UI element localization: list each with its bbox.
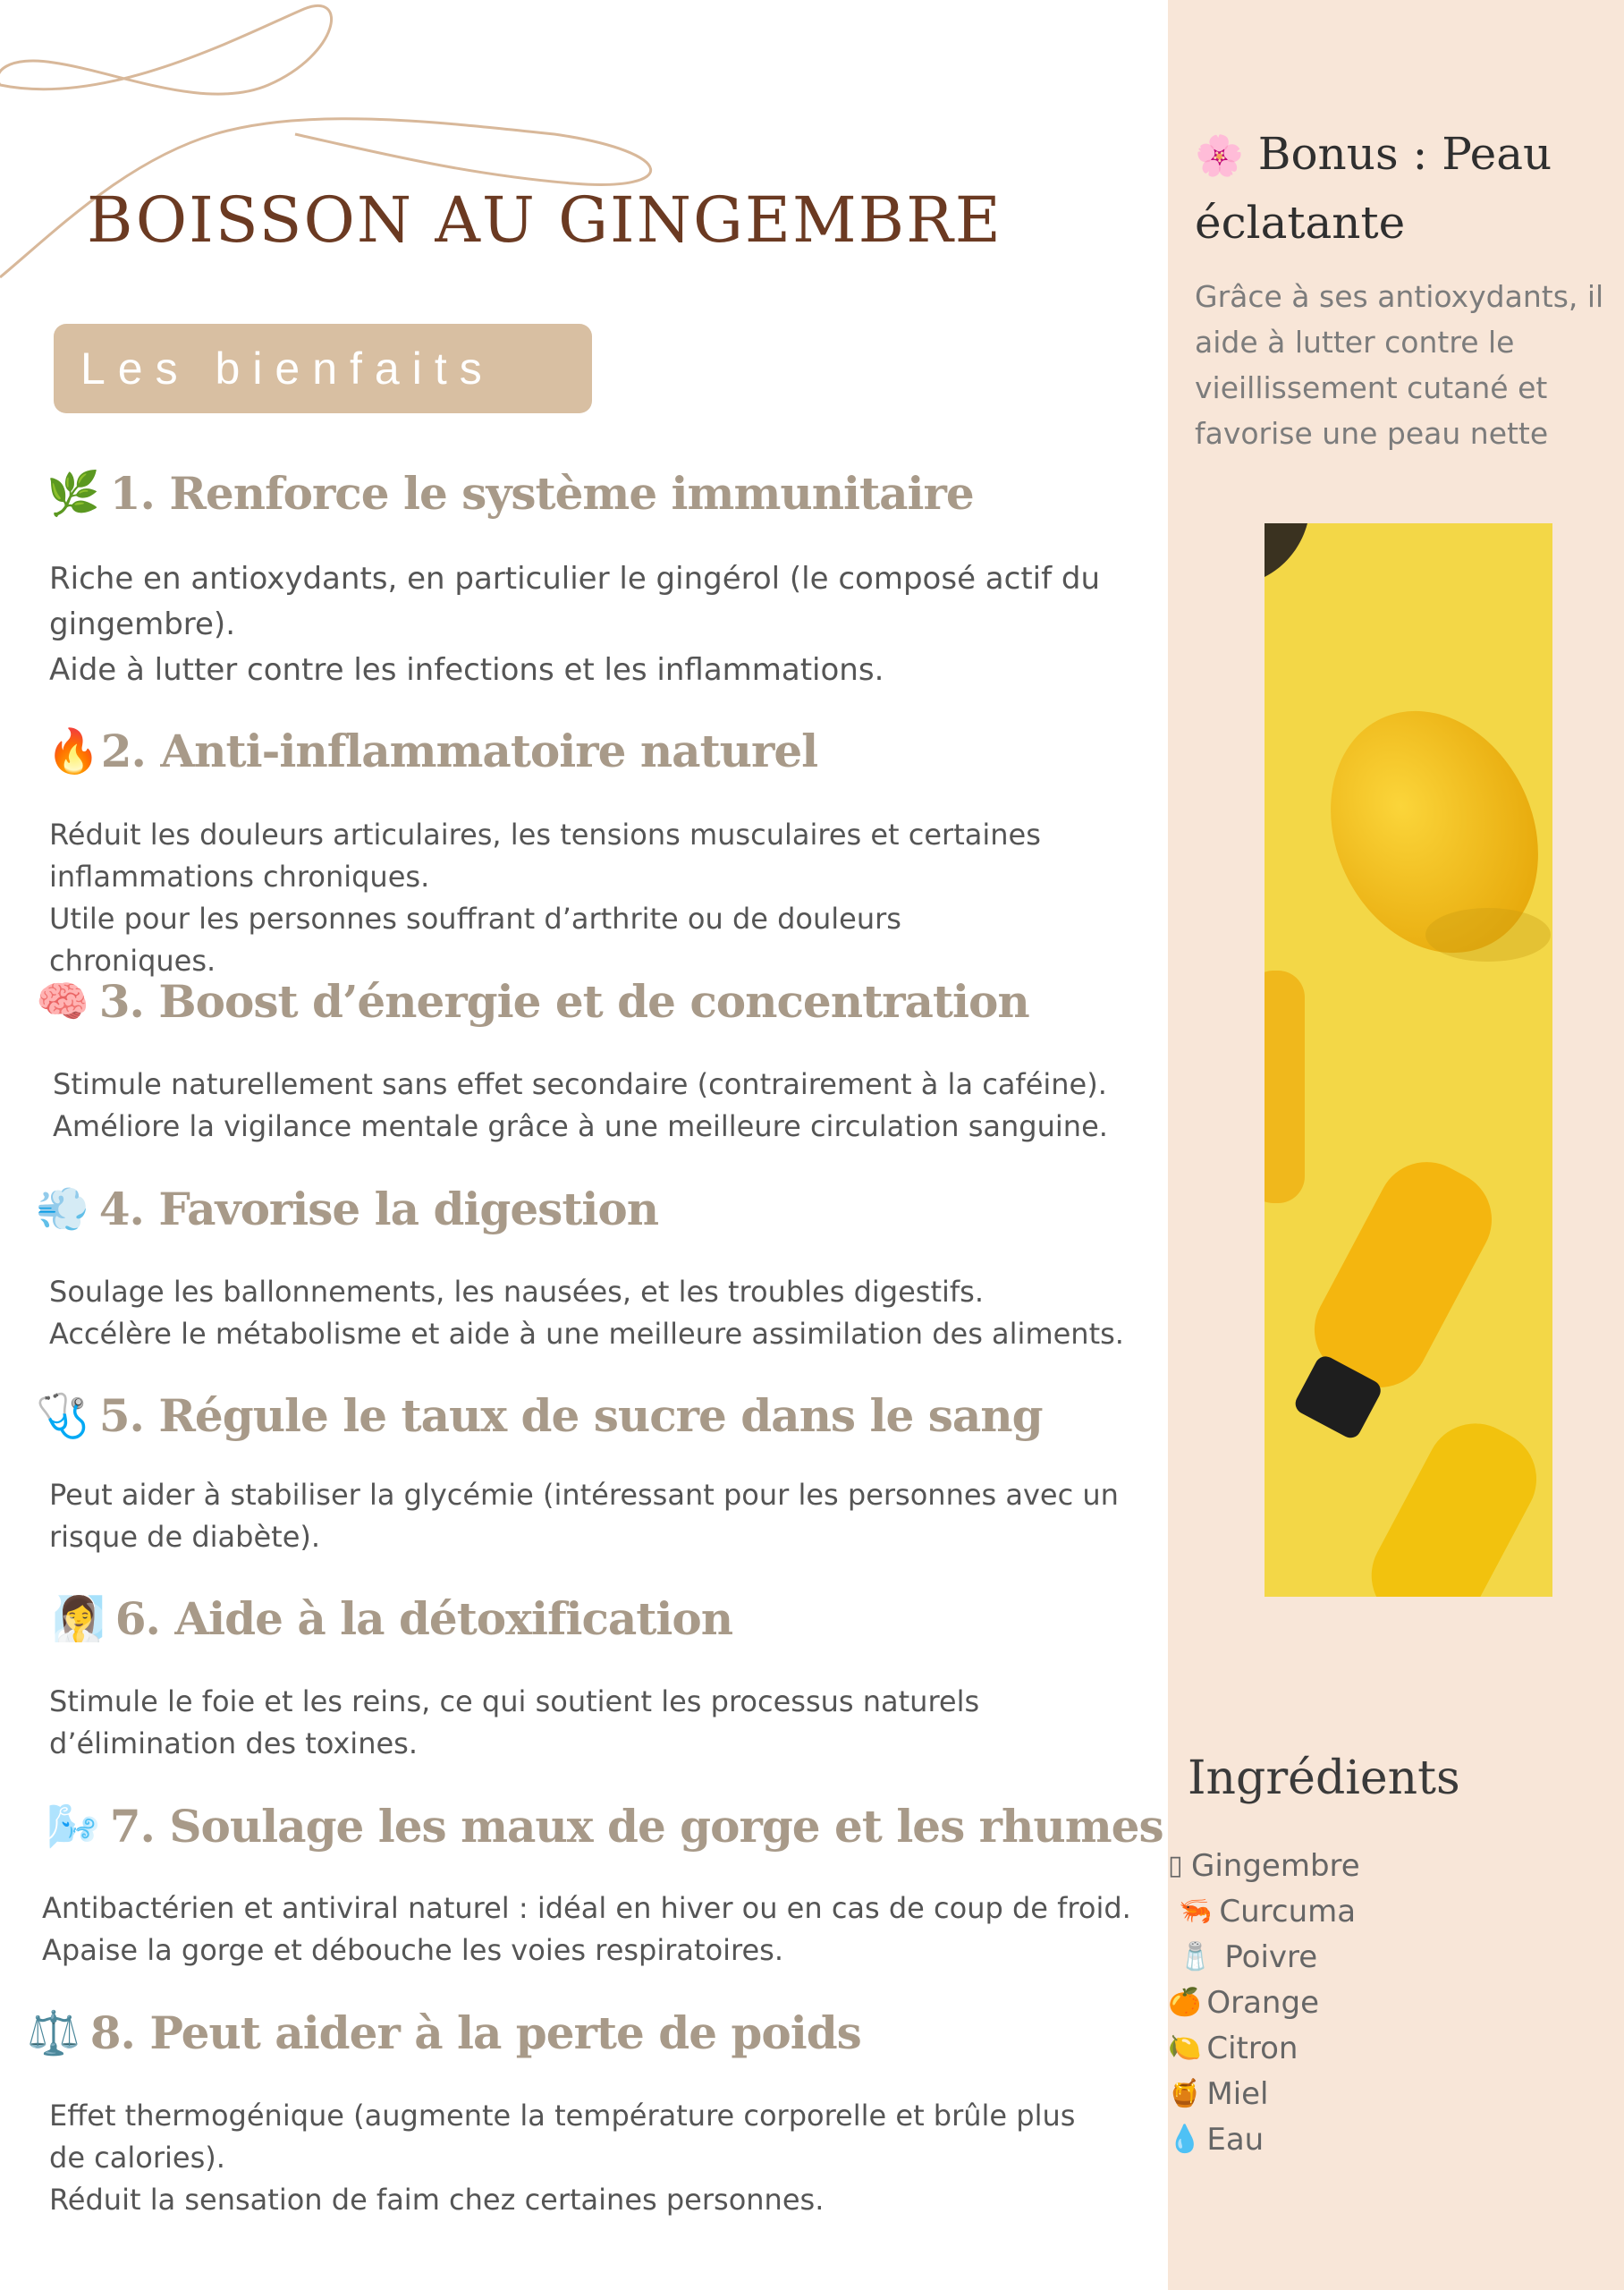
list-item: 🍯 Miel [1168,2075,1269,2112]
section-body-1: Riche en antioxydants, en particulier le gingérol (le composé actif du gingembre). Aide à lutter contre les infections et les inflammations. [49,561,1101,688]
section-body-2: Réduit les douleurs articulaires, les tensions musculaires et certaines inflammations chroniques. Utile pour les personnes souffrant d’arthrite ou de douleurs chroniques. [49,818,1041,978]
ingredients-list [1168,1843,1360,2162]
list-item: 🧂 Poivre [1179,1938,1318,1975]
section-title-7: 🌬️ 7. Soulage les maux de gorge et les rhumes [47,1800,1163,1853]
fire-icon: 🔥 [47,726,99,776]
section-title-5: 🩺 5. Régule le taux de sucre dans le sang [36,1389,1043,1442]
wind-icon: 💨 [36,1184,89,1234]
cherry-blossom-icon: 🌸 [1195,133,1244,179]
section-body-8: Effet thermogénique (augmente la température corporelle et brûle plus de calories). Réduit la sensation de faim chez certaines personnes. [49,2099,1076,2217]
lemon-juice-photo [1265,523,1552,1597]
list-item: 🍊 Orange [1168,1984,1319,2021]
list-item: 🍋 Citron [1168,2030,1298,2066]
orange-icon: 🍊 [1168,1987,1202,2018]
spa-person-icon: 🧖‍♀️ [52,1594,105,1644]
bonus-text: Grâce à ses antioxydants, il aide à lutter contre le vieillissement cutané et favorise une peau nette [1195,279,1604,451]
section-title-3: 🧠 3. Boost d’énergie et de concentration [36,975,1029,1028]
benefits-label: Les bienfaits [54,324,592,413]
stethoscope-icon: 🩺 [36,1391,89,1441]
water-drop-icon: 💧 [1168,2124,1202,2155]
turmeric-icon: 🦐 [1179,1896,1213,1927]
scale-icon: ⚖️ [27,2008,80,2058]
section-title-6: 🧖‍♀️ 6. Aide à la détoxification [52,1592,733,1645]
lemon-icon: 🍋 [1168,2032,1202,2064]
ginger-icon: ▯ [1168,1850,1183,1881]
honey-icon: 🍯 [1168,2078,1202,2109]
bonus-title: 🌸 Bonus : Peau éclatante [1195,128,1552,249]
pepper-icon: 🧂 [1179,1941,1213,1972]
list-item: 💧 Eau [1168,2121,1265,2158]
cloud-wind-icon: 🌬️ [47,1802,99,1852]
ingredients-title: Ingrédients [1188,1751,1460,1805]
section-title-8: ⚖️ 8. Peut aider à la perte de poids [27,2006,861,2059]
section-title-4: 💨 4. Favorise la digestion [36,1183,659,1235]
herb-icon: 🌿 [47,469,99,519]
section-body-7: Antibactérien et antiviral naturel : idéal en hiver ou en cas de coup de froid. Apaise la gorge et débouche les voies respiratoires. [42,1891,1131,1967]
brain-icon: 🧠 [36,977,89,1027]
section-body-3: Stimule naturellement sans effet secondaire (contrairement à la caféine). Améliore la vigilance mentale grâce à une meilleure circulation sanguine. [53,1067,1108,1143]
list-item: ▯ Gingembre [1168,1847,1360,1884]
section-title-1: 🌿 1. Renforce le système immunitaire [47,467,974,520]
list-item: 🦐 Curcuma [1179,1893,1357,1930]
section-title-2: 🔥 2. Anti-inflammatoire naturel [47,725,818,777]
section-body-5: Peut aider à stabiliser la glycémie (intéressant pour les personnes avec un risque de diabète). [49,1478,1119,1554]
section-body-4: Soulage les ballonnements, les nausées, et les troubles digestifs. Accélère le métabolisme et aide à une meilleure assimilation des aliments. [49,1275,1124,1351]
page-title: BOISSON AU GINGEMBRE [87,183,1002,257]
section-body-6: Stimule le foie et les reins, ce qui soutient les processus naturels d’élimination des toxines. [49,1684,980,1760]
